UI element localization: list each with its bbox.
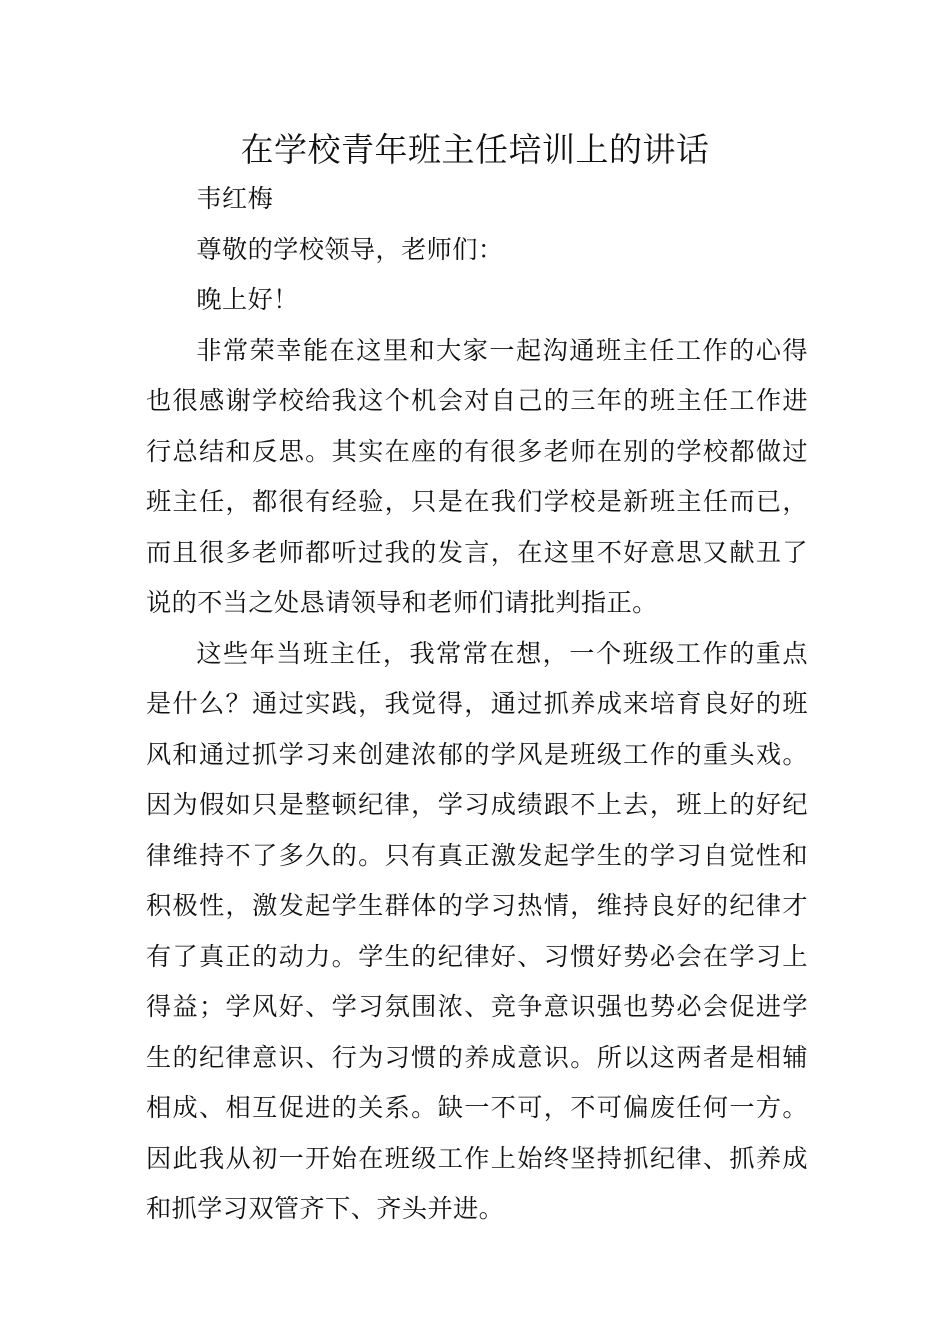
document-body: [146, 174, 808, 1235]
document-title: 在学校青年班主任培训上的讲话: [240, 130, 710, 169]
paragraph-2: 这些年当班主任，我常常在想，一个班级工作的重点是什么？通过实践，我觉得，通过抓养成来培育良好的班风和通过抓学习来创建浓郁的学风是班级工作的重头戏。因为假如只是整顿纪律，学习成绩跟不上去，班上的好纪律维持不了多久的。只有真正激发起学生的学习自觉性和积极性，激发起学生群体的学习热情，维持良好的纪律才有了真正的动力。学生的纪律好、习惯好势必会在学习上得益；学风好、学习氛围浓、竞争意识强也势必会促进学生的纪律意识、行为习惯的养成意识。所以这两者是相辅相成、相互促进的关系。缺一不可，不可偏废任何一方。因此我从初一开始在班级工作上始终坚持抓纪律、抓养成和抓学习双管齐下、齐头并进。: [146, 638, 808, 1223]
paragraph-1: 非常荣幸能在这里和大家一起沟通班主任工作的心得也很感谢学校给我这个机会对自己的三年的班主任工作进行总结和反思。其实在座的有很多老师在别的学校都做过班主任，都很有经验，只是在我们学校是新班主任而已，而且很多老师都听过我的发言，在这里不好意思又献丑了说的不当之处恳请领导和老师们请批判指正。: [146, 335, 808, 617]
salutation-line: 尊敬的学校领导，老师们：: [196, 234, 504, 264]
author-line: 韦红梅: [196, 184, 274, 213]
greeting-line: 晚上好！: [196, 285, 299, 314]
